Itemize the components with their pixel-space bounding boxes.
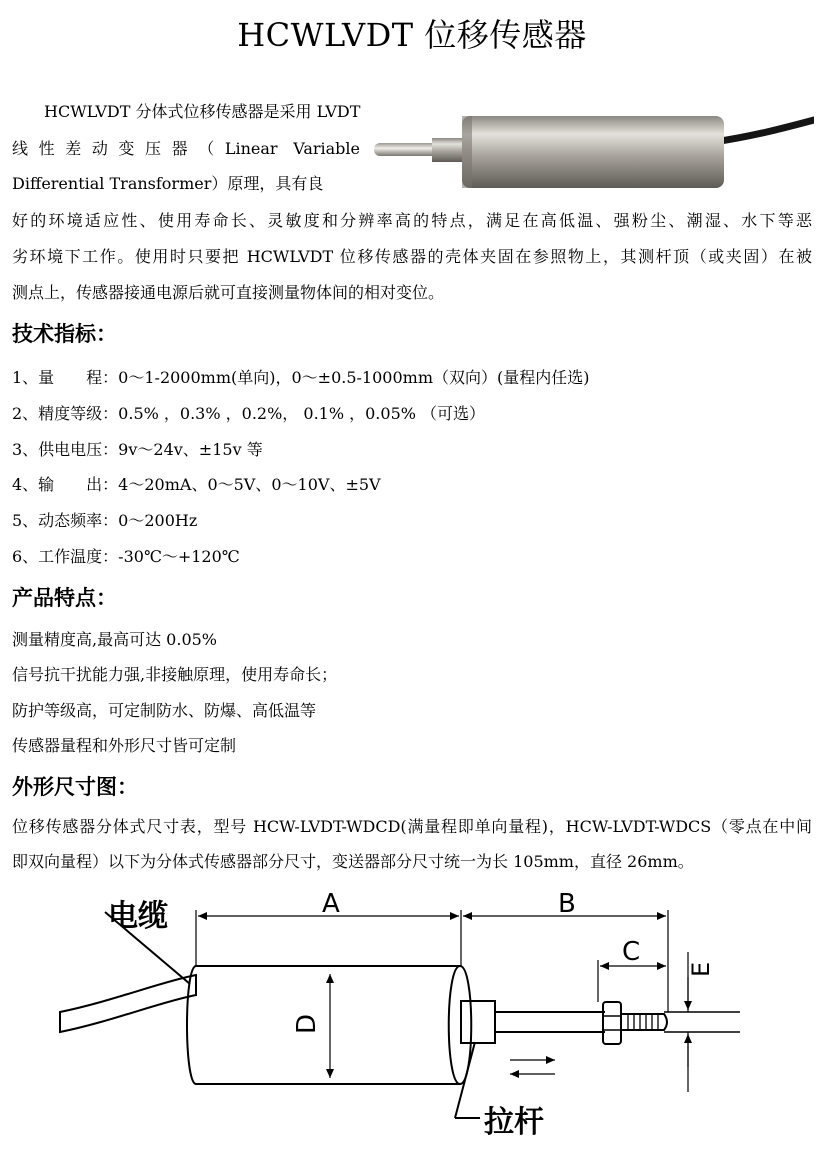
- cable-label: 电缆: [108, 899, 168, 934]
- specs-heading: 技术指标：: [12, 322, 117, 346]
- transducer-body: [187, 966, 471, 1084]
- intro-line-3: Differential Transformer）原理，具有良: [12, 174, 324, 193]
- intro-line-1: HCWLVDT 分体式位移传感器是采用 LVDT: [12, 102, 361, 121]
- hex-nut: [603, 1002, 621, 1044]
- dimension-diagram: [50, 882, 780, 1150]
- intro-line-5: 劣环境下工作。使用时只要把 HCWLVDT 位移传感器的壳体夹固在参照物上，其测杆顶（或夹固）在被: [12, 247, 812, 266]
- rod-collar: [461, 1001, 495, 1043]
- dimensions-heading: 外形尺寸图：: [12, 775, 138, 799]
- spec-item-1: 1、量 程：0～1-2000mm(单向)，0～±0.5-1000mm（双向）(量程内任选): [12, 368, 590, 387]
- dimensions-line-1: 位移传感器分体式尺寸表，型号 HCW-LVDT-WDCD(满量程即单向量程)，HCW-LVDT-WDCS（零点在中间: [12, 817, 812, 836]
- intro-line-2: 线性差动变压器（Linear Variable: [12, 139, 360, 158]
- intro-line-4: 好的环境适应性、使用寿命长、灵敏度和分辨率高的特点，满足在高低温、强粉尘、潮湿、水下等恶: [12, 211, 812, 230]
- spec-item-5: 5、动态频率：0～200Hz: [12, 511, 198, 530]
- feature-item-4: 传感器量程和外形尺寸皆可定制: [12, 736, 237, 755]
- feature-item-2: 信号抗干扰能力强,非接触原理，使用寿命长；: [12, 665, 338, 684]
- spec-item-2: 2、精度等级：0.5% ，0.3% ，0.2%， 0.1% ，0.05% （可选）: [12, 404, 486, 423]
- spec-item-4: 4、输 出：4～20mA、0～5V、0～10V、±5V: [12, 475, 381, 494]
- dim-a-label: A: [322, 889, 340, 919]
- feature-item-3: 防护等级高，可定制防水、防爆、高低温等: [12, 701, 317, 720]
- dim-e-label: E: [687, 961, 715, 977]
- spec-item-3: 3、供电电压：9v～24v、±15v 等: [12, 440, 263, 459]
- dimensions-line-2: 即双向量程）以下为分体式传感器部分尺寸，变送器部分尺寸统一为长 105mm，直径 26mm。: [12, 852, 694, 871]
- page-title: HCWLVDT 位移传感器: [237, 16, 587, 54]
- dim-d-label: D: [292, 1013, 322, 1034]
- dim-b-label: B: [558, 889, 576, 919]
- rod-label: 拉杆: [484, 1105, 544, 1140]
- spec-item-6: 6、工作温度：-30℃～+120℃: [12, 547, 240, 566]
- sensor-photo: [374, 108, 814, 198]
- cable-shape: [60, 975, 196, 1032]
- intro-line-6: 测点上，传感器接通电源后就可直接测量物体间的相对变位。: [12, 283, 445, 302]
- features-heading: 产品特点：: [12, 586, 117, 610]
- dim-c-label: C: [622, 937, 641, 967]
- feature-item-1: 测量精度高,最高可达 0.05%: [12, 630, 218, 649]
